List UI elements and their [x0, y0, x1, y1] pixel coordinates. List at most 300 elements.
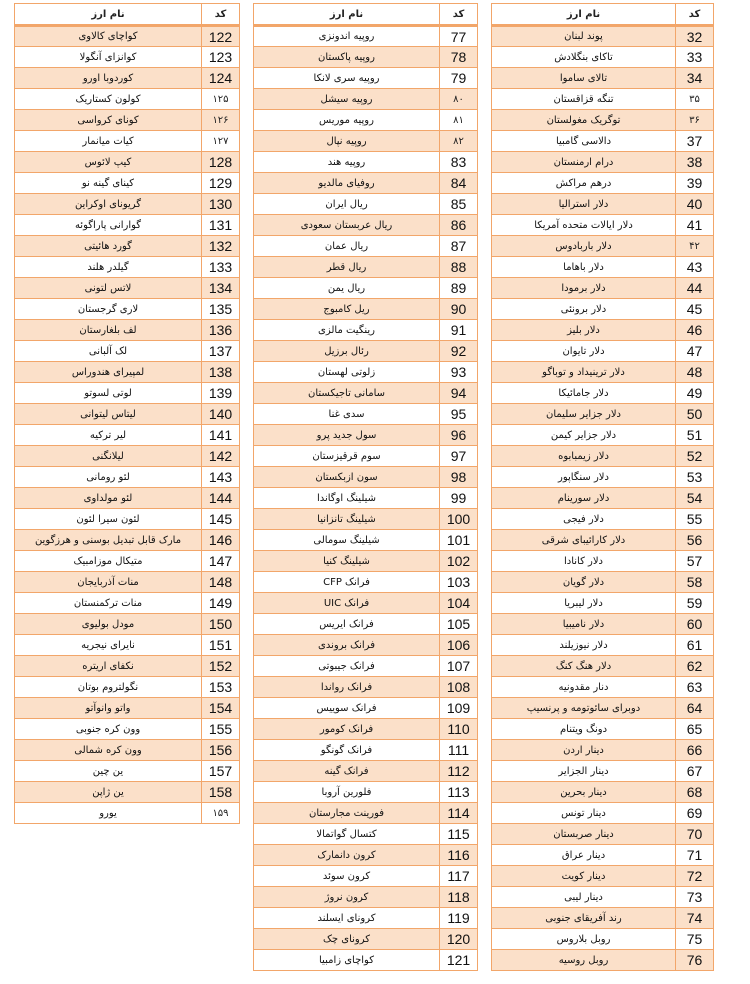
- currency-code: ۸۰: [440, 89, 478, 110]
- table-row: [15, 677, 240, 698]
- currency-name: دوبرای سائوتومه و پرنسیپ: [492, 698, 676, 719]
- currency-name: دلار برمودا: [492, 278, 676, 299]
- currency-name: لاری گرجستان: [15, 299, 202, 320]
- currency-code: 93: [440, 362, 478, 383]
- currency-name: روپیه اندونزی: [254, 26, 440, 47]
- currency-code: 139: [202, 383, 240, 404]
- table-row: [15, 299, 240, 320]
- currency-code: 136: [202, 320, 240, 341]
- currency-code: 83: [440, 152, 478, 173]
- currency-name: فرانک جیبوتی: [254, 656, 440, 677]
- currency-code: 106: [440, 635, 478, 656]
- currency-code: 141: [202, 425, 240, 446]
- table-row: [15, 803, 240, 824]
- currency-name: ین چین: [15, 761, 202, 782]
- table-row: [15, 26, 240, 47]
- currency-name: لیر ترکیه: [15, 425, 202, 446]
- table-row: [492, 551, 714, 572]
- table-row: [492, 362, 714, 383]
- currency-name: ین ژاپن: [15, 782, 202, 803]
- table-row: [254, 950, 478, 971]
- currency-name: توگریک مغولستان: [492, 110, 676, 131]
- table-row: [492, 446, 714, 467]
- currency-name: دلار سنگاپور: [492, 467, 676, 488]
- table-row: [254, 572, 478, 593]
- table-row: [15, 320, 240, 341]
- table-row: [254, 635, 478, 656]
- currency-code: 156: [202, 740, 240, 761]
- currency-code: 46: [676, 320, 714, 341]
- table-row: [15, 236, 240, 257]
- currency-name: شیلینگ اوگاندا: [254, 488, 440, 509]
- currency-name: دلار سورینام: [492, 488, 676, 509]
- table-row: [492, 719, 714, 740]
- currency-code: 86: [440, 215, 478, 236]
- currency-name: وون کره شمالی: [15, 740, 202, 761]
- currency-name: فرانک ایریس: [254, 614, 440, 635]
- table-row: [492, 908, 714, 929]
- table-row: [15, 698, 240, 719]
- currency-name: گورد هائیتی: [15, 236, 202, 257]
- currency-name: دلار تایوان: [492, 341, 676, 362]
- currency-name: نکفای اریتره: [15, 656, 202, 677]
- currency-name: دلار فیجی: [492, 509, 676, 530]
- currency-code: 105: [440, 614, 478, 635]
- currency-name: کرون دانمارک: [254, 845, 440, 866]
- table-row: [15, 488, 240, 509]
- table-row: [254, 278, 478, 299]
- currency-code: 151: [202, 635, 240, 656]
- table-row: [492, 341, 714, 362]
- currency-code: 61: [676, 635, 714, 656]
- currency-code: 138: [202, 362, 240, 383]
- currency-name: دلار نیوزیلند: [492, 635, 676, 656]
- table-row: [492, 866, 714, 887]
- table-row: [492, 47, 714, 68]
- currency-name: دلار گویان: [492, 572, 676, 593]
- currency-code: 89: [440, 278, 478, 299]
- currency-code: 55: [676, 509, 714, 530]
- table-row: [15, 404, 240, 425]
- table-row: [492, 68, 714, 89]
- currency-code: 109: [440, 698, 478, 719]
- currency-name: فورینت مجارستان: [254, 803, 440, 824]
- currency-code: 147: [202, 551, 240, 572]
- currency-code: 113: [440, 782, 478, 803]
- currency-name: کواچای زامبیا: [254, 950, 440, 971]
- currency-name: فرانک CFP: [254, 572, 440, 593]
- currency-code: 45: [676, 299, 714, 320]
- currency-code: ۳۶: [676, 110, 714, 131]
- table-row: [492, 383, 714, 404]
- currency-name: فرانک کومور: [254, 719, 440, 740]
- currency-name: فرانک UIC: [254, 593, 440, 614]
- table-row: [15, 740, 240, 761]
- table-row: [15, 719, 240, 740]
- currency-code: 50: [676, 404, 714, 425]
- currency-code: 56: [676, 530, 714, 551]
- table-row: [254, 803, 478, 824]
- currency-name: دلار بلیز: [492, 320, 676, 341]
- currency-code: 134: [202, 278, 240, 299]
- currency-code: 129: [202, 173, 240, 194]
- currency-name: دلار لیبریا: [492, 593, 676, 614]
- currency-code: 115: [440, 824, 478, 845]
- table-row: [254, 677, 478, 698]
- table-body: [15, 26, 240, 824]
- currency-code: 116: [440, 845, 478, 866]
- currency-code: 79: [440, 68, 478, 89]
- table-header-row: [254, 4, 478, 26]
- table-row: [254, 467, 478, 488]
- table-row: [492, 509, 714, 530]
- table-row: [254, 761, 478, 782]
- currency-name: روپیه سیشل: [254, 89, 440, 110]
- currency-name: لیلانگنی: [15, 446, 202, 467]
- currency-code: 92: [440, 341, 478, 362]
- table-row: [492, 698, 714, 719]
- currency-name: روپیه هند: [254, 152, 440, 173]
- table-row: [15, 362, 240, 383]
- currency-name: ریال قطر: [254, 257, 440, 278]
- currency-name: ریال ایران: [254, 194, 440, 215]
- table-row: [254, 887, 478, 908]
- table-row: [254, 110, 478, 131]
- currency-name: لف بلغارستان: [15, 320, 202, 341]
- currency-code: 112: [440, 761, 478, 782]
- header-currency-name: نام ارز: [15, 4, 202, 26]
- currency-code: 135: [202, 299, 240, 320]
- currency-code: 99: [440, 488, 478, 509]
- currency-name: روبل بلاروس: [492, 929, 676, 950]
- currency-name: منات ترکمنستان: [15, 593, 202, 614]
- currency-name: دلار جزایر سلیمان: [492, 404, 676, 425]
- currency-table-right: [491, 3, 714, 971]
- currency-code: ۴۲: [676, 236, 714, 257]
- currency-code: 104: [440, 593, 478, 614]
- table-row: [492, 950, 714, 971]
- currency-name: مودل بولیوی: [15, 614, 202, 635]
- currency-code: 41: [676, 215, 714, 236]
- currency-code: 128: [202, 152, 240, 173]
- table-row: [254, 236, 478, 257]
- currency-table-left: [14, 3, 240, 824]
- table-row: [15, 425, 240, 446]
- currency-name: واتو وانوآتو: [15, 698, 202, 719]
- table-row: [254, 593, 478, 614]
- currency-code: 64: [676, 698, 714, 719]
- table-row: [254, 131, 478, 152]
- table-row: [492, 782, 714, 803]
- table-row: [15, 782, 240, 803]
- currency-name: دلار جامائیکا: [492, 383, 676, 404]
- currency-code: 111: [440, 740, 478, 761]
- currency-code: 75: [676, 929, 714, 950]
- table-row: [492, 887, 714, 908]
- currency-name: نایرای نیجریه: [15, 635, 202, 656]
- currency-code: 144: [202, 488, 240, 509]
- currency-name: دلار استرالیا: [492, 194, 676, 215]
- currency-code: 52: [676, 446, 714, 467]
- currency-code: 131: [202, 215, 240, 236]
- currency-code: 74: [676, 908, 714, 929]
- currency-code: 63: [676, 677, 714, 698]
- table-row: [254, 698, 478, 719]
- table-row: [492, 215, 714, 236]
- currency-name: روپیه پاکستان: [254, 47, 440, 68]
- table-row: [254, 740, 478, 761]
- table-row: [254, 383, 478, 404]
- currency-code: 148: [202, 572, 240, 593]
- currency-name: فرانک گونگو: [254, 740, 440, 761]
- table-header-row: [15, 4, 240, 26]
- currency-code: ۱۲۶: [202, 110, 240, 131]
- currency-name: لوتی لسوتو: [15, 383, 202, 404]
- currency-code: 95: [440, 404, 478, 425]
- table-row: [15, 215, 240, 236]
- currency-name: دینار عراق: [492, 845, 676, 866]
- currency-code: 158: [202, 782, 240, 803]
- table-row: [15, 656, 240, 677]
- currency-name: دلار برونئی: [492, 299, 676, 320]
- table-row: [254, 782, 478, 803]
- currency-code: 78: [440, 47, 478, 68]
- currency-name: فرانک رواندا: [254, 677, 440, 698]
- table-row: [492, 656, 714, 677]
- currency-code: 107: [440, 656, 478, 677]
- currency-name: لاتس لتونی: [15, 278, 202, 299]
- table-row: [15, 593, 240, 614]
- currency-code: 51: [676, 425, 714, 446]
- currency-code: 47: [676, 341, 714, 362]
- currency-name: لیتاس لیتوانی: [15, 404, 202, 425]
- currency-code: 91: [440, 320, 478, 341]
- currency-name: شیلینگ سومالی: [254, 530, 440, 551]
- table-body: [254, 26, 478, 971]
- currency-code: 133: [202, 257, 240, 278]
- currency-code: 157: [202, 761, 240, 782]
- currency-code: 101: [440, 530, 478, 551]
- table-row: [492, 845, 714, 866]
- table-row: [15, 47, 240, 68]
- currency-code: 32: [676, 26, 714, 47]
- table-row: [254, 824, 478, 845]
- table-row: [254, 68, 478, 89]
- currency-name: دلار زیمبابوه: [492, 446, 676, 467]
- currency-name: لئو رومانی: [15, 467, 202, 488]
- table-row: [254, 215, 478, 236]
- currency-name: منات آذربایجان: [15, 572, 202, 593]
- currency-name: دینار اردن: [492, 740, 676, 761]
- table-row: [492, 824, 714, 845]
- table-row: [254, 173, 478, 194]
- table-row: [254, 446, 478, 467]
- currency-code: 44: [676, 278, 714, 299]
- currency-name: کرون سوئد: [254, 866, 440, 887]
- currency-name: کولون کستاریک: [15, 89, 202, 110]
- currency-code: 88: [440, 257, 478, 278]
- currency-name: کرون نروژ: [254, 887, 440, 908]
- currency-code: 76: [676, 950, 714, 971]
- currency-code: 72: [676, 866, 714, 887]
- table-row: [254, 551, 478, 572]
- table-row: [254, 509, 478, 530]
- currency-code: 117: [440, 866, 478, 887]
- table-body: [492, 26, 714, 971]
- table-row: [254, 26, 478, 47]
- currency-code: 150: [202, 614, 240, 635]
- table-row: [15, 278, 240, 299]
- currency-code: 34: [676, 68, 714, 89]
- table-row: [15, 551, 240, 572]
- currency-table-middle: [253, 3, 478, 971]
- currency-name: روپیه نپال: [254, 131, 440, 152]
- currency-code: 124: [202, 68, 240, 89]
- table-row: [254, 656, 478, 677]
- currency-name: لئو مولداوی: [15, 488, 202, 509]
- table-row: [15, 572, 240, 593]
- currency-code: 122: [202, 26, 240, 47]
- currency-code: 48: [676, 362, 714, 383]
- currency-code: ۳۵: [676, 89, 714, 110]
- currency-code: 49: [676, 383, 714, 404]
- currency-name: گریونای اوکراین: [15, 194, 202, 215]
- currency-name: سدی غنا: [254, 404, 440, 425]
- table-row: [492, 614, 714, 635]
- currency-code: 71: [676, 845, 714, 866]
- currency-name: کواچای کالاوی: [15, 26, 202, 47]
- table-row: [15, 446, 240, 467]
- currency-code: 70: [676, 824, 714, 845]
- header-currency-name: نام ارز: [254, 4, 440, 26]
- currency-name: رینگیت مالزی: [254, 320, 440, 341]
- currency-name: کرونای ایسلند: [254, 908, 440, 929]
- currency-name: دلار نامیبیا: [492, 614, 676, 635]
- currency-code: 108: [440, 677, 478, 698]
- currency-name: فرانک سوییس: [254, 698, 440, 719]
- table-row: [492, 740, 714, 761]
- currency-code: 87: [440, 236, 478, 257]
- currency-name: شیلینگ تانزانیا: [254, 509, 440, 530]
- currency-name: رئال برزیل: [254, 341, 440, 362]
- currency-code: ۱۲۷: [202, 131, 240, 152]
- currency-code: 94: [440, 383, 478, 404]
- currency-name: گوارانی پاراگوئه: [15, 215, 202, 236]
- table-row: [15, 152, 240, 173]
- table-row: [492, 593, 714, 614]
- table-row: [492, 467, 714, 488]
- table-row: [492, 194, 714, 215]
- currency-code: 123: [202, 47, 240, 68]
- table-row: [254, 257, 478, 278]
- table-row: [15, 530, 240, 551]
- currency-code: 140: [202, 404, 240, 425]
- table-row: [254, 530, 478, 551]
- currency-code: 154: [202, 698, 240, 719]
- currency-code: 57: [676, 551, 714, 572]
- currency-code: 39: [676, 173, 714, 194]
- currency-code: 69: [676, 803, 714, 824]
- currency-code: 33: [676, 47, 714, 68]
- currency-name: رند آفریقای جنوبی: [492, 908, 676, 929]
- table-row: [492, 677, 714, 698]
- currency-name: کیپ لائوس: [15, 152, 202, 173]
- table-row: [492, 299, 714, 320]
- currency-code: 149: [202, 593, 240, 614]
- currency-name: روبل روسیه: [492, 950, 676, 971]
- table-row: [254, 488, 478, 509]
- currency-code: 118: [440, 887, 478, 908]
- currency-name: دلار کارائیبای شرقی: [492, 530, 676, 551]
- table-row: [492, 320, 714, 341]
- table-row: [254, 404, 478, 425]
- currency-code: 62: [676, 656, 714, 677]
- table-row: [254, 47, 478, 68]
- currency-code: 143: [202, 467, 240, 488]
- table-row: [492, 26, 714, 47]
- table-row: [15, 173, 240, 194]
- currency-name: سوم قرقیزستان: [254, 446, 440, 467]
- currency-name: روفیای مالدیو: [254, 173, 440, 194]
- currency-code: 67: [676, 761, 714, 782]
- currency-code: 96: [440, 425, 478, 446]
- table-header-row: [492, 4, 714, 26]
- currency-name: کتسال گواتمالا: [254, 824, 440, 845]
- currency-code: 155: [202, 719, 240, 740]
- currency-code: 60: [676, 614, 714, 635]
- currency-code: 38: [676, 152, 714, 173]
- table-row: [492, 488, 714, 509]
- table-row: [15, 341, 240, 362]
- currency-name: لمپیرای هندوراس: [15, 362, 202, 383]
- table-row: [15, 635, 240, 656]
- currency-name: وون کره جنوبی: [15, 719, 202, 740]
- table-row: [492, 152, 714, 173]
- currency-code: 119: [440, 908, 478, 929]
- header-code: کد: [202, 4, 240, 26]
- currency-code: 121: [440, 950, 478, 971]
- table-row: [254, 362, 478, 383]
- currency-name: ریال یمن: [254, 278, 440, 299]
- table-row: [15, 89, 240, 110]
- table-row: [492, 131, 714, 152]
- currency-code: 114: [440, 803, 478, 824]
- table-row: [15, 761, 240, 782]
- currency-code: 40: [676, 194, 714, 215]
- currency-code: 110: [440, 719, 478, 740]
- currency-code: 54: [676, 488, 714, 509]
- currency-name: فلورین آروبا: [254, 782, 440, 803]
- currency-name: کوردوبا اورو: [15, 68, 202, 89]
- currency-code: 65: [676, 719, 714, 740]
- currency-code: 100: [440, 509, 478, 530]
- header-code: کد: [440, 4, 478, 26]
- currency-code: 98: [440, 467, 478, 488]
- currency-name: کوانزای آنگولا: [15, 47, 202, 68]
- currency-code: 137: [202, 341, 240, 362]
- table-row: [15, 131, 240, 152]
- currency-name: کرونای چک: [254, 929, 440, 950]
- currency-name: کینای گینه نو: [15, 173, 202, 194]
- currency-name: دلار ترینیداد و توباگو: [492, 362, 676, 383]
- currency-name: دینار صربستان: [492, 824, 676, 845]
- table-row: [254, 299, 478, 320]
- table-row: [254, 425, 478, 446]
- table-row: [15, 383, 240, 404]
- table-row: [254, 320, 478, 341]
- currency-name: دلار جزایر کیمن: [492, 425, 676, 446]
- table-row: [492, 257, 714, 278]
